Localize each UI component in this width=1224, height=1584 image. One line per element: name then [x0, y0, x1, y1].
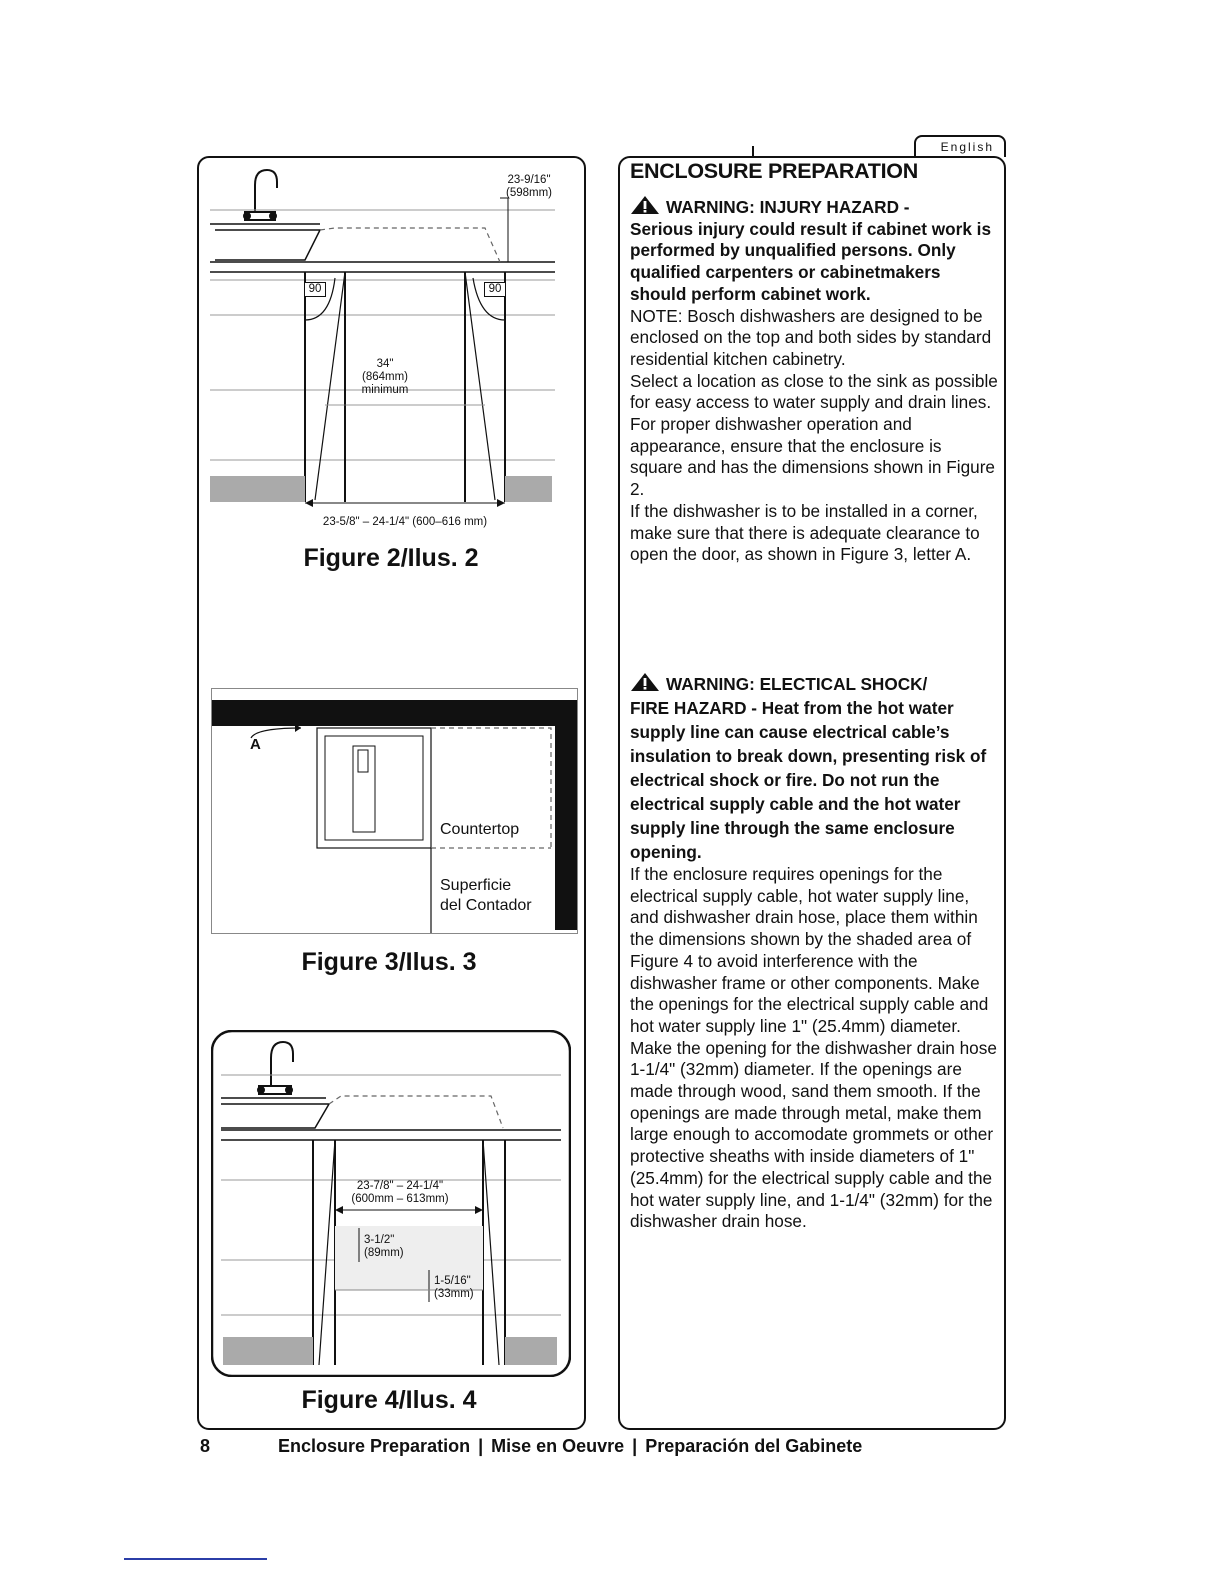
dimensions-paragraph: For proper dishwasher operation and appearance, ensure that the enclosure is square and has the dimensions shown in Figure 2.: [630, 414, 995, 500]
corner-paragraph: If the dishwasher is to be installed in a corner, make sure that there is adequate clearance to open the door, as shown in Figure 3, letter A.: [630, 500, 980, 565]
footer-separator: |: [478, 1436, 484, 1456]
fig2-dim-top: 23-9/16" (598mm): [505, 174, 552, 199]
figure-3-caption: Figure 3/Ilus. 3: [301, 948, 477, 976]
warning-electrical-heading: WARNING: ELECTICAL SHOCK/: [630, 672, 998, 696]
footer-titles: [278, 1436, 862, 1457]
openings-paragraph: If the enclosure requires openings for the electrical supply cable, hot water supply line, and dishwasher drain hose, place them within the dimensions shown by the shaded area of Figure 4 to avoid interference with the dishwasher frame or other components. Make the openings for the electrical supply cable and hot water supply line 1" (25.4mm) diameter. Make the opening for the dishwasher drain hose 1-1/4" (32mm) diameter. If the openings are made through wood, sand them smooth. If the openings are made through metal, make them large enough to accomodate grommets or other protective sheaths with inside diameters of 1" (25.4mm) for the electrical supply cable and the hot water supply line, and 1-1/4" (32mm) for the dishwasher drain hose.: [630, 864, 997, 1232]
warning-injury-body: Serious injury could result if cabinet work is performed by unqualified persons. Only qualified carpenters or cabinetmakers should perform cabinet work.: [630, 218, 992, 304]
warning-triangle-icon: [630, 672, 660, 692]
top-tick-mark: [752, 146, 754, 156]
warning-triangle-icon: [630, 195, 660, 215]
fig2-angle-right: 90: [484, 282, 506, 297]
warning-electrical-body: FIRE HAZARD - Heat from the hot water supply line can cause electrical cable’s insulation to break down, presenting risk of electrical shock or fire. Do not run the electrical supply cable and the hot water supply line through the same enclosure opening.: [630, 698, 987, 862]
fig4-dim-mid: 3-1/2" (89mm): [364, 1234, 404, 1259]
page-number: 8: [200, 1436, 211, 1456]
fig3-label-countertop: Countertop: [440, 821, 520, 838]
footer-title-en: Enclosure Preparation: [278, 1436, 471, 1456]
footer-separator: |: [632, 1436, 638, 1456]
location-paragraph: Select a location as close to the sink as possible for easy access to water supply and drain lines.: [630, 370, 998, 413]
warning-injury-block: [630, 195, 998, 566]
fig4-dim-width: 23-7/8" – 24-1/4" (600mm – 613mm): [351, 1180, 449, 1205]
bottom-rule: [124, 1558, 267, 1560]
footer-title-es: Preparación del Gabinete: [645, 1436, 863, 1456]
figure-2-diagram: [205, 160, 580, 540]
section-title: ENCLOSURE PREPARATION: [630, 159, 918, 183]
fig3-letter-a: A: [250, 736, 261, 753]
figure-2-caption: Figure 2/Ilus. 2: [303, 544, 479, 572]
figure-4-caption: Figure 4/Ilus. 4: [301, 1386, 477, 1414]
fig2-angle-left: 90: [304, 282, 326, 297]
warning-electrical-block: [630, 672, 998, 864]
faucet-icon: [244, 170, 277, 220]
fig3-label-superficie: Superficie del Contador: [440, 877, 532, 914]
warning-injury-heading: WARNING: INJURY HAZARD -: [630, 195, 998, 219]
footer-title-fr: Mise en Oeuvre: [491, 1436, 625, 1456]
fig4-dim-low: 1-5/16" (33mm): [434, 1275, 474, 1300]
fig2-dim-width: 23-5/8" – 24-1/4" (600–616 mm): [322, 516, 488, 528]
note-paragraph: NOTE: Bosch dishwashers are designed to be enclosed on the top and both sides by standard residential kitchen cabinetry.: [630, 305, 992, 369]
fig2-dim-height: 34" (864mm) minimum: [361, 358, 409, 396]
language-tab: English: [914, 135, 1006, 157]
sink: [215, 230, 320, 260]
